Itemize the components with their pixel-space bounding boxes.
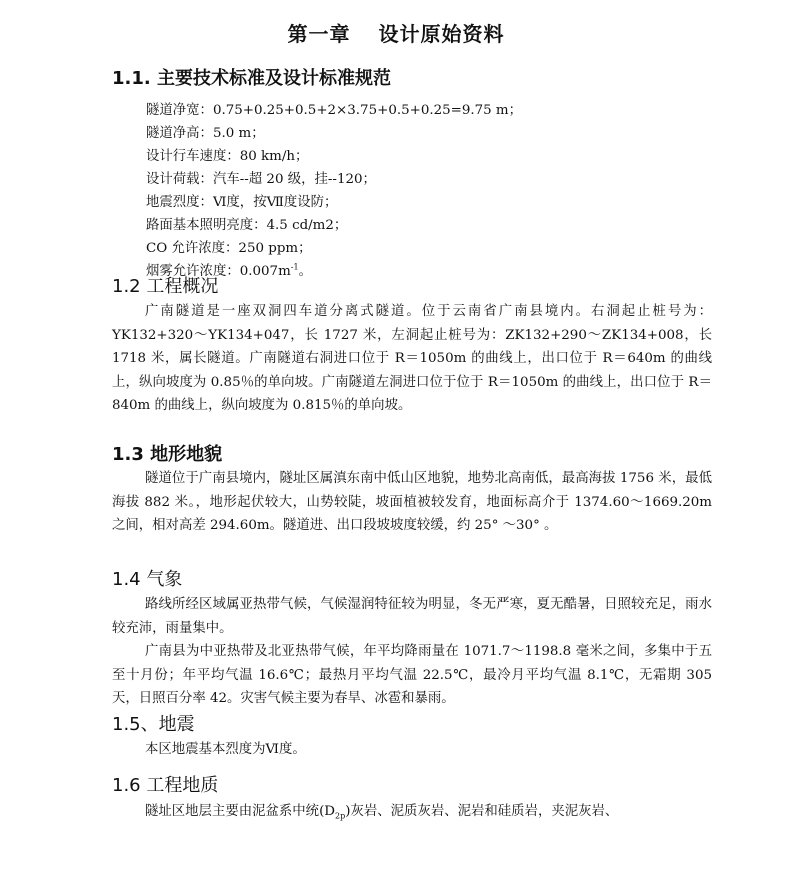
terrain-paragraph: 隧道位于广南县境内，隧址区属滇东南中低山区地貌，地势北高南低，最高海拔 1756 米，最低海拔 882 米。，地形起伏较大，山势较陡，坡面植被较发育，地面标高介于 1374.60～1669.20m 之间，相对高差 294.60m。隧道进、出口段坡坡度较缓，约 25° ～30° 。 xyxy=(112,471,712,533)
spec-design-load: 设计荷载：汽车--超 20 级，挂--120； xyxy=(146,172,376,187)
section-heading-standards: 1.1. 主要技术标准及设计标准规范 xyxy=(112,68,391,89)
climate-paragraph-2: 广南县为中亚热带及北亚热带气候，年平均降雨量在 1071.7～1198.8 毫米之间，多集中于五至十月份；年平均气温 16.6℃；最热月平均气温 22.5℃，最冷月平均气温 8.1℃，无霜期 305 天，日照百分率 42。灾害气候主要为春旱、冰雹和暴雨。 xyxy=(112,644,712,706)
smoke-limit-exponent: -1 xyxy=(290,262,299,272)
spec-luminance: 路面基本照明亮度：4.5 cd/m2； xyxy=(146,218,348,233)
spec-design-speed: 设计行车速度：80 km/h； xyxy=(146,149,309,164)
geology-text-start: 隧址区地层主要由泥盆系中统(D xyxy=(145,804,336,819)
section-heading-terrain: 1.3 地形地貌 xyxy=(112,444,223,465)
spec-clear-width: 隧道净宽：0.75+0.25+0.5+2×3.75+0.5+0.25=9.75 m； xyxy=(146,103,523,118)
section-heading-earthquake: 1.5、地震 xyxy=(112,714,195,735)
overview-paragraph: 广南隧道是一座双洞四车道分离式隧道。位于云南省广南县境内。右洞起止桩号为：YK132+320～YK134+047，长 1727 米，左洞起止桩号为：ZK132+290～ZK134+008，长 1718 米，属长隧道。广南隧道右洞进口位于 R＝1050m 的曲线上，出口位于 R＝640m 的曲线上，纵向坡度为 0.85％的单向坡。广南隧道左洞进口位于位于 R＝1050m 的曲线上，出口位于 R＝840m 的曲线上，纵向坡度为 0.815％的单向坡。 xyxy=(112,304,712,413)
spec-clear-height: 隧道净高：5.0 m； xyxy=(146,126,265,141)
section-heading-overview: 1.2 工程概况 xyxy=(112,276,219,297)
spec-co-limit: CO 允许浓度：250 ppm； xyxy=(146,241,312,256)
earthquake-paragraph: 本区地震基本烈度为Ⅵ度。 xyxy=(145,742,306,757)
climate-paragraph-1: 路线所经区域属亚热带气候，气候湿润特征较为明显，冬无严寒，夏无酷暑，日照较充足，雨水较充沛，雨量集中。 xyxy=(112,597,712,636)
geology-subscript: 2p xyxy=(335,811,346,821)
chapter-name: 设计原始资料 xyxy=(378,22,505,46)
geology-paragraph xyxy=(112,800,712,824)
smoke-limit-text: 烟雾允许浓度：0.007m xyxy=(146,264,291,279)
geology-text-end: )灰岩、泥质灰岩、泥岩和硅质岩，夹泥灰岩、 xyxy=(345,804,619,819)
chapter-title xyxy=(0,18,792,47)
section-heading-geology: 1.6 工程地质 xyxy=(112,775,219,796)
section-heading-climate: 1.4 气象 xyxy=(112,569,183,590)
smoke-limit-end: 。 xyxy=(298,264,312,279)
chapter-number: 第一章 xyxy=(287,22,351,46)
spec-seismic: 地震烈度：Ⅵ度，按Ⅶ度设防； xyxy=(146,195,338,210)
